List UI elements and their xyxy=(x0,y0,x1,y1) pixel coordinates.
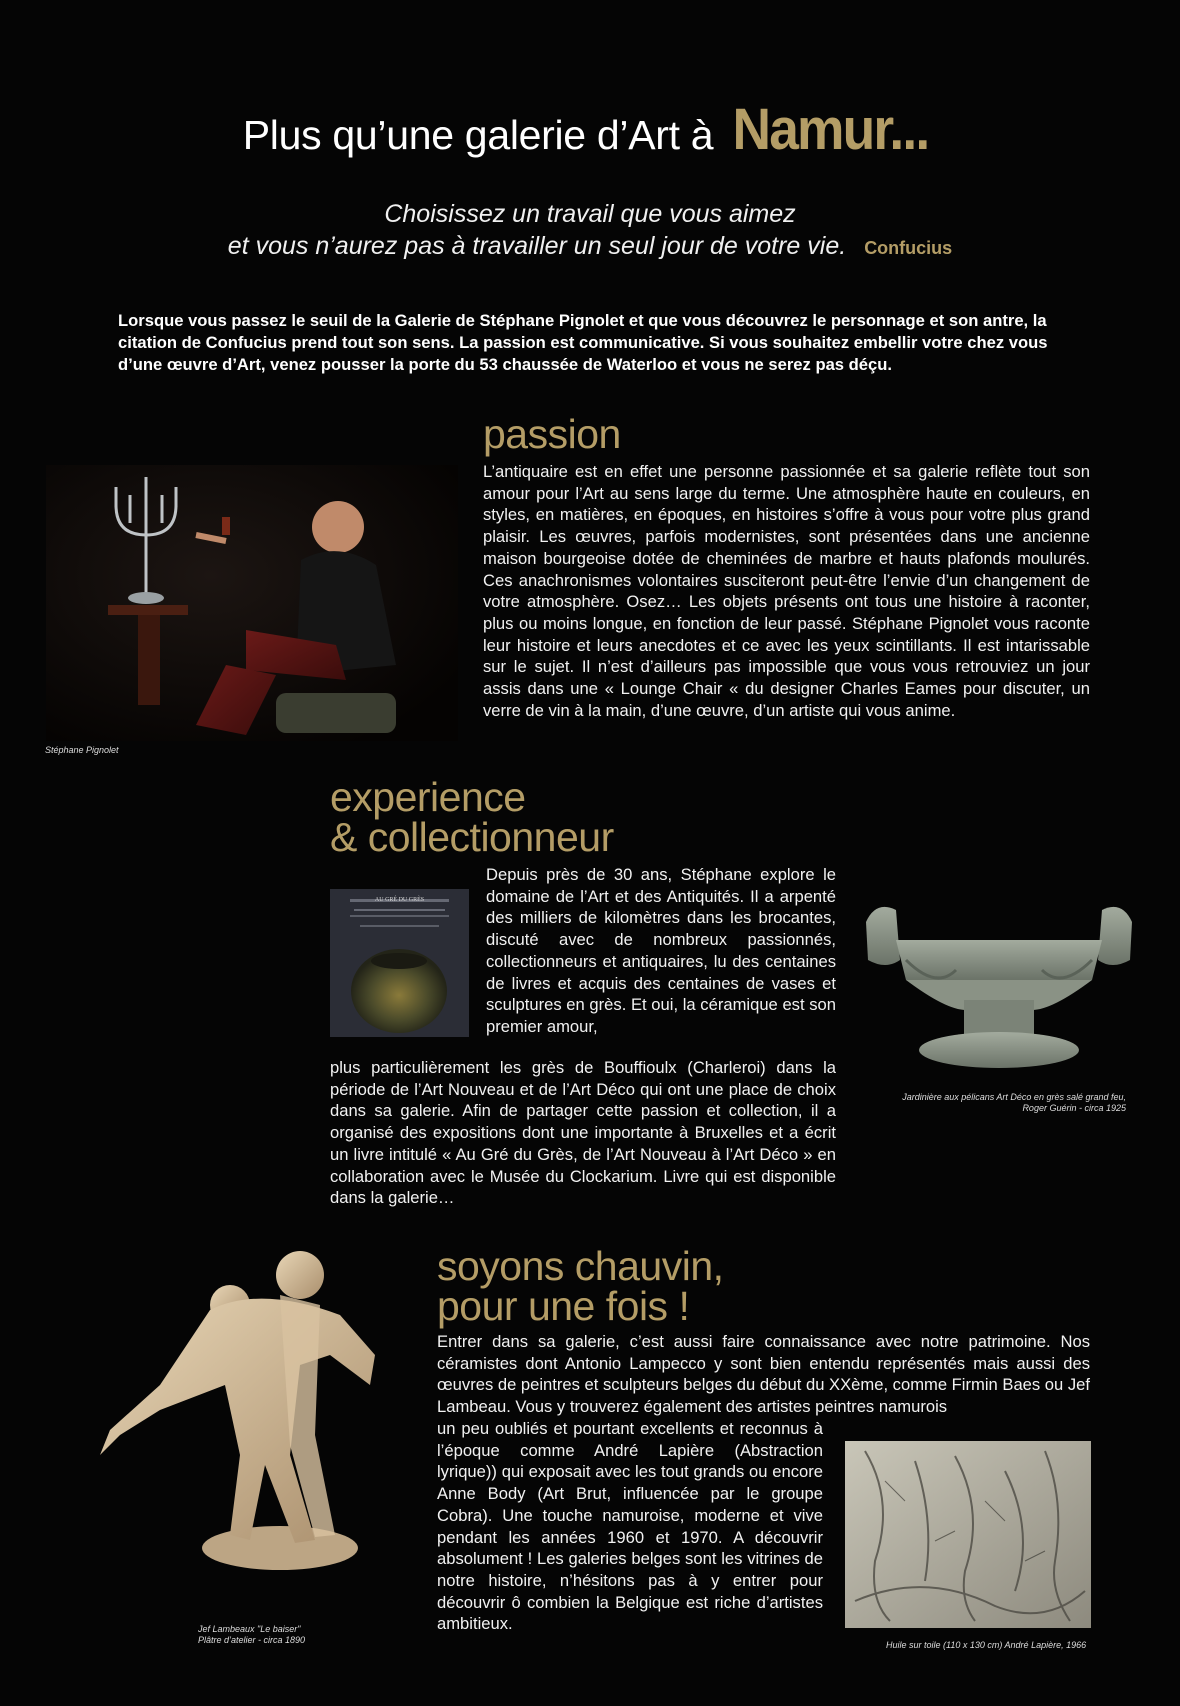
title-prefix: Plus qu’une galerie d’Art à xyxy=(242,112,725,158)
portrait-photo xyxy=(46,465,458,741)
sculpture-photo xyxy=(100,1235,418,1580)
passion-heading: passion xyxy=(483,411,621,457)
painting-caption: Huile sur toile (110 x 130 cm) André Lapière, 1966 xyxy=(886,1640,1087,1650)
chauvin-paragraph-a: Entrer dans sa galerie, c’est aussi faire connaissance avec notre patrimoine. Nos céramistes dont Antonio Lampecco y sont bien entendu représentés mais aussi des œuvres de peintres et sculpteurs belges du début du XXème, comme Firmin Baes ou Jef Lambeau. Vous y trouverez également des artistes peintres namurois xyxy=(437,1332,1091,1417)
quote-block xyxy=(0,198,1180,264)
planter-caption-line-1: Jardinière aux pélicans Art Déco en grès salé grand feu, xyxy=(902,1092,1126,1102)
sculpture-caption-line-2: Plâtre d’atelier - circa 1890 xyxy=(198,1635,306,1645)
quote-line-2-text: et vous n’aurez pas à travailler un seul jour de votre vie. xyxy=(227,232,847,260)
passion-paragraph: L’antiquaire est en effet une personne passionnée et sa galerie reflète tout son amour pour l’Art au sens large du terme. Une atmosphère haute en couleurs, en styles, en matières, en époques, en histoires s’offre à vous pour votre plus grand plaisir. Les œuvres, parfois modernistes, sont présentées dans une ancienne maison bourgeoise dotée de cheminées de marbre et hauts plafonds moulurés. Ces anachronismes volontaires susciteront peut-être l’envie d’un changement de votre atmosphère. Osez… Les objets présents ont tous une histoire à raconter, plus ou moins longue, en fonction de leur passé. Stéphane Pignolet vous raconte leur histoire et leurs anecdotes et ce avec les yeux scintillants. Il est intarissable sur le sujet. Il n’est d’ailleurs pas impossible que vous vous retrouviez un jour assis dans une « Lounge Chair « du designer Charles Eames pour discuter, un verre de vin à la main, d’une œuvre, d’un artiste qui vous anime. xyxy=(483,462,1090,720)
book-cover-title: AU GRÉ DU GRÈS xyxy=(374,897,425,903)
chauvin-heading-line-2: pour une fois ! xyxy=(437,1283,690,1329)
planter-caption xyxy=(870,1092,1126,1114)
book-cover xyxy=(330,889,469,1037)
portrait-caption: Stéphane Pignolet xyxy=(45,745,119,755)
chauvin-paragraph-b: un peu oubliés et pourtant excellents et reconnus à l’époque comme André Lapière (Abstraction lyrique)) qui exposait avec les tout grands ou encore Anne Body (Art Brut, influencée par le groupe Cobra). Une touche namuroise, moderne et vive pendant les années 1960 et 1970. A découvrir absolument ! Les galeries belges sont les vitrines de notre histoire, n’hésitons pas à y entrer pour découvrir ô combien la Belgique est riche d’artistes ambitieux. xyxy=(437,1419,823,1634)
quote-author: Confucius xyxy=(864,238,953,258)
experience-paragraph-b: plus particulièrement les grès de Bouffioulx (Charleroi) dans la période de l’Art Nouveau et de l’Art Déco qui ont une place de choix dans sa galerie. Afin de partager cette passion et collection, il a organisé des expositions dont une importante à Bruxelles et a écrit un livre intitulé « Au Gré du Grès, de l’Art Nouveau à l’Art Déco » en collaboration avec le Musée du Clockarium. Livre qui est disponible dans la galerie… xyxy=(330,1058,836,1208)
planter-caption-line-2: Roger Guérin - circa 1925 xyxy=(1022,1103,1126,1113)
quote-line-1: Choisissez un travail que vous aimez xyxy=(384,200,796,228)
chauvin-heading-line-1: soyons chauvin, xyxy=(437,1243,724,1289)
intro-paragraph: Lorsque vous passez le seuil de la Galerie de Stéphane Pignolet et que vous découvrez le personnage et son antre, la citation de Confucius prend tout son sens. La passion est communicative. Si vous souhaitez embellir votre chez vous d’une œuvre d’Art, venez pousser la porte du 53 chaussée de Waterloo et vous ne serez pas déçu. xyxy=(118,311,1048,374)
page-title xyxy=(0,96,1180,163)
title-city: Namur... xyxy=(732,97,929,162)
experience-paragraph-a: Depuis près de 30 ans, Stéphane explore le domaine de l’Art et des Antiquités. Il a arpenté des milliers de kilomètres dans les brocantes, discuté avec de nombreux passionnés, collectionneurs et antiquaires, lu des centaines de livres et acquis des centaines de vases et sculptures en grès. Et oui, la céramique est son premier amour, xyxy=(486,865,836,1036)
experience-heading-line-1: experience xyxy=(330,774,526,820)
experience-heading-line-2: & collectionneur xyxy=(330,814,614,860)
planter-photo xyxy=(856,900,1142,1080)
chauvin-heading xyxy=(437,1243,724,1329)
experience-heading xyxy=(330,774,614,860)
sculpture-caption xyxy=(198,1624,305,1646)
sculpture-caption-line-1: Jef Lambeaux "Le baiser" xyxy=(198,1624,301,1634)
painting-photo xyxy=(845,1441,1091,1628)
quote-line-2 xyxy=(0,230,1180,264)
